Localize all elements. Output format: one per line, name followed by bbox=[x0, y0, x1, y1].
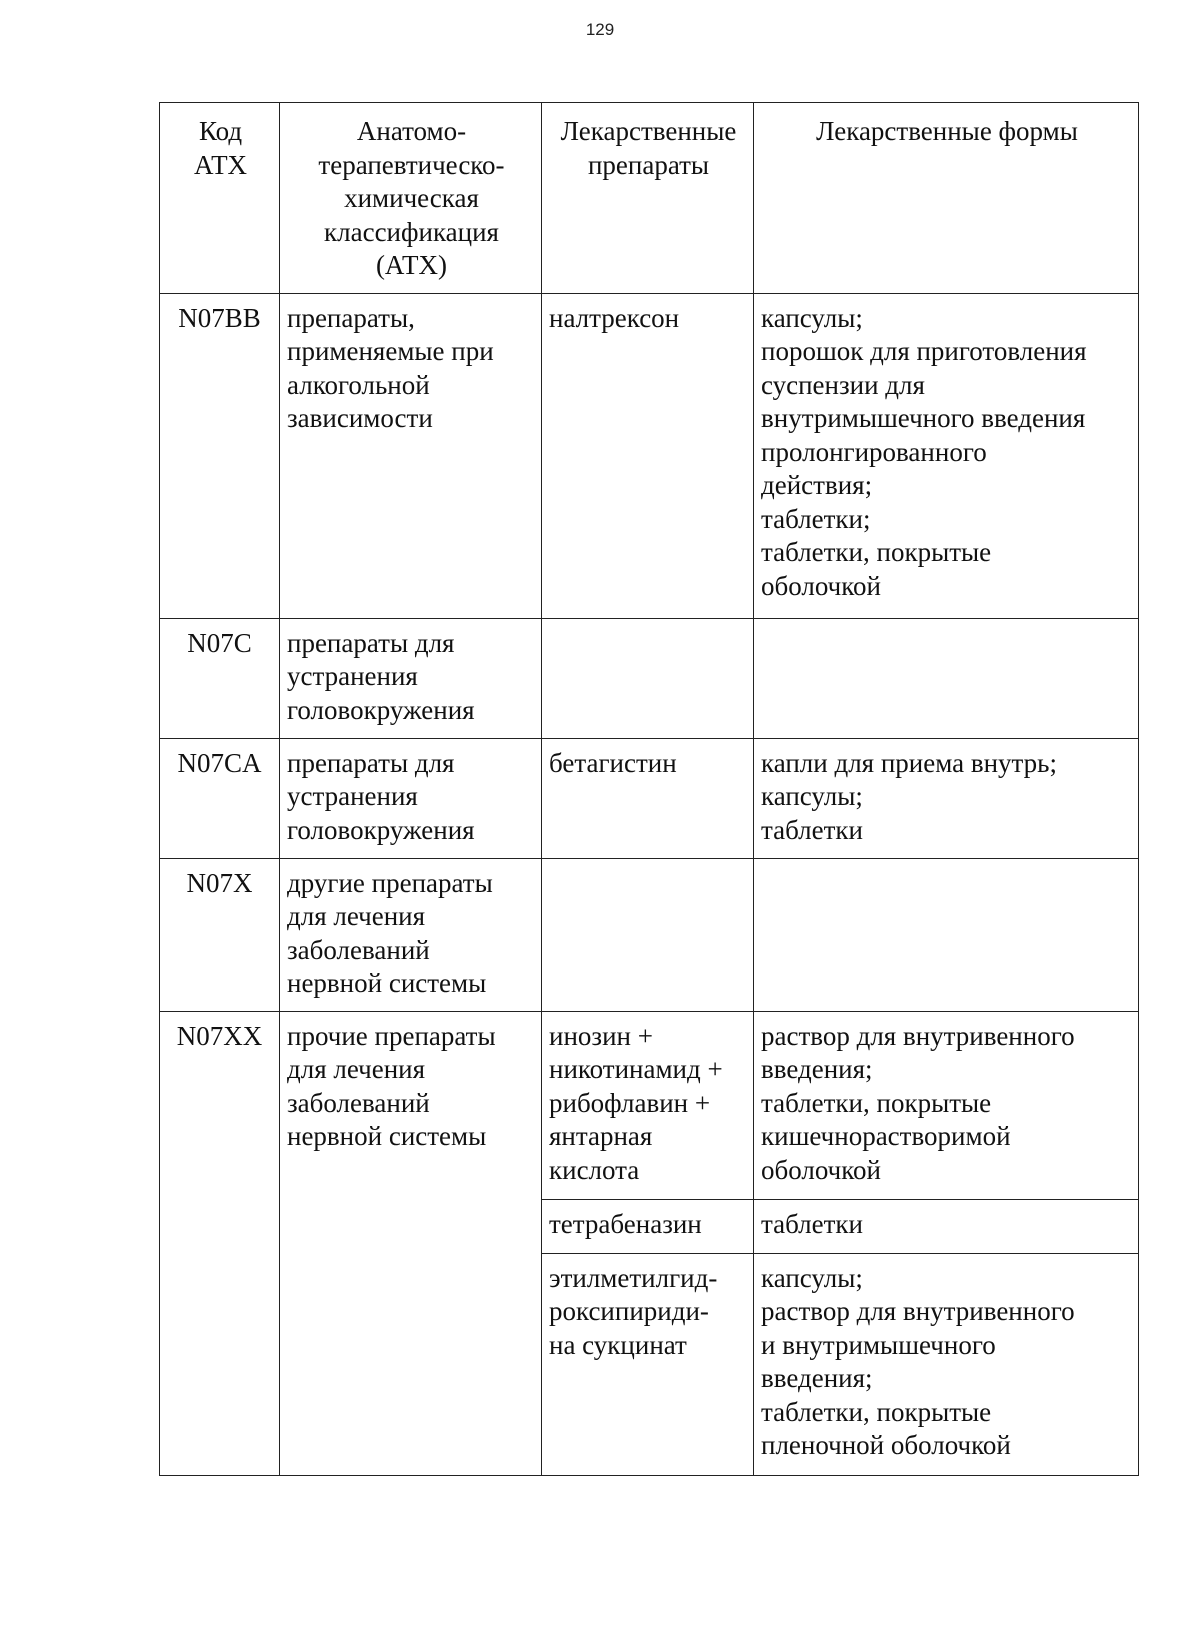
drug-name-cell: этилметилгид- роксипириди- на сукцинат bbox=[542, 1253, 754, 1475]
atx-code-cell: N07X bbox=[160, 858, 280, 1011]
classification-cell: прочие препараты для лечения заболеваний нервной системы bbox=[280, 1011, 542, 1475]
drug-name-cell: инозин + никотинамид + рибофлавин + янтарная кислота bbox=[542, 1011, 754, 1199]
atx-code-cell: N07C bbox=[160, 618, 280, 738]
table-row bbox=[160, 618, 1139, 738]
table-row bbox=[160, 293, 1139, 618]
page-number: 129 bbox=[585, 20, 615, 39]
dosage-forms-cell: капсулы; порошок для приготовления суспензии для внутримышечного введения пролонгированного действия; таблетки; таблетки, покрытые оболочкой bbox=[754, 293, 1139, 618]
table-header-row bbox=[160, 103, 1139, 294]
dosage-forms-cell: капсулы; раствор для внутривенного и внутримышечного введения; таблетки, покрытые пленочной оболочкой bbox=[754, 1253, 1139, 1475]
header-atx-code: Код АТХ bbox=[160, 103, 280, 294]
classification-cell: препараты для устранения головокружения bbox=[280, 738, 542, 858]
dosage-forms-cell: раствор для внутривенного введения; таблетки, покрытые кишечнорастворимой оболочкой bbox=[754, 1011, 1139, 1199]
table-row bbox=[160, 858, 1139, 1011]
dosage-forms-cell bbox=[754, 618, 1139, 738]
drug-name-cell bbox=[542, 858, 754, 1011]
dosage-forms-cell: капли для приема внутрь; капсулы; таблетки bbox=[754, 738, 1139, 858]
header-dosage-forms: Лекарственные формы bbox=[754, 103, 1139, 294]
drug-name-cell: тетрабеназин bbox=[542, 1199, 754, 1253]
classification-cell: препараты для устранения головокружения bbox=[280, 618, 542, 738]
table-row bbox=[160, 738, 1139, 858]
atx-code-cell: N07CA bbox=[160, 738, 280, 858]
dosage-forms-cell: таблетки bbox=[754, 1199, 1139, 1253]
atx-code-cell: N07BB bbox=[160, 293, 280, 618]
atx-code-cell: N07XX bbox=[160, 1011, 280, 1475]
dosage-forms-cell bbox=[754, 858, 1139, 1011]
header-atx-classification: Анатомо- терапевтическо- химическая классификация (АТХ) bbox=[280, 103, 542, 294]
classification-cell: другие препараты для лечения заболеваний нервной системы bbox=[280, 858, 542, 1011]
drug-name-cell: налтрексон bbox=[542, 293, 754, 618]
header-drugs: Лекарственные препараты bbox=[542, 103, 754, 294]
atx-drug-table bbox=[159, 102, 1139, 1476]
table-row bbox=[160, 1011, 1139, 1199]
drug-name-cell: бетагистин bbox=[542, 738, 754, 858]
drug-name-cell bbox=[542, 618, 754, 738]
classification-cell: препараты, применяемые при алкогольной зависимости bbox=[280, 293, 542, 618]
